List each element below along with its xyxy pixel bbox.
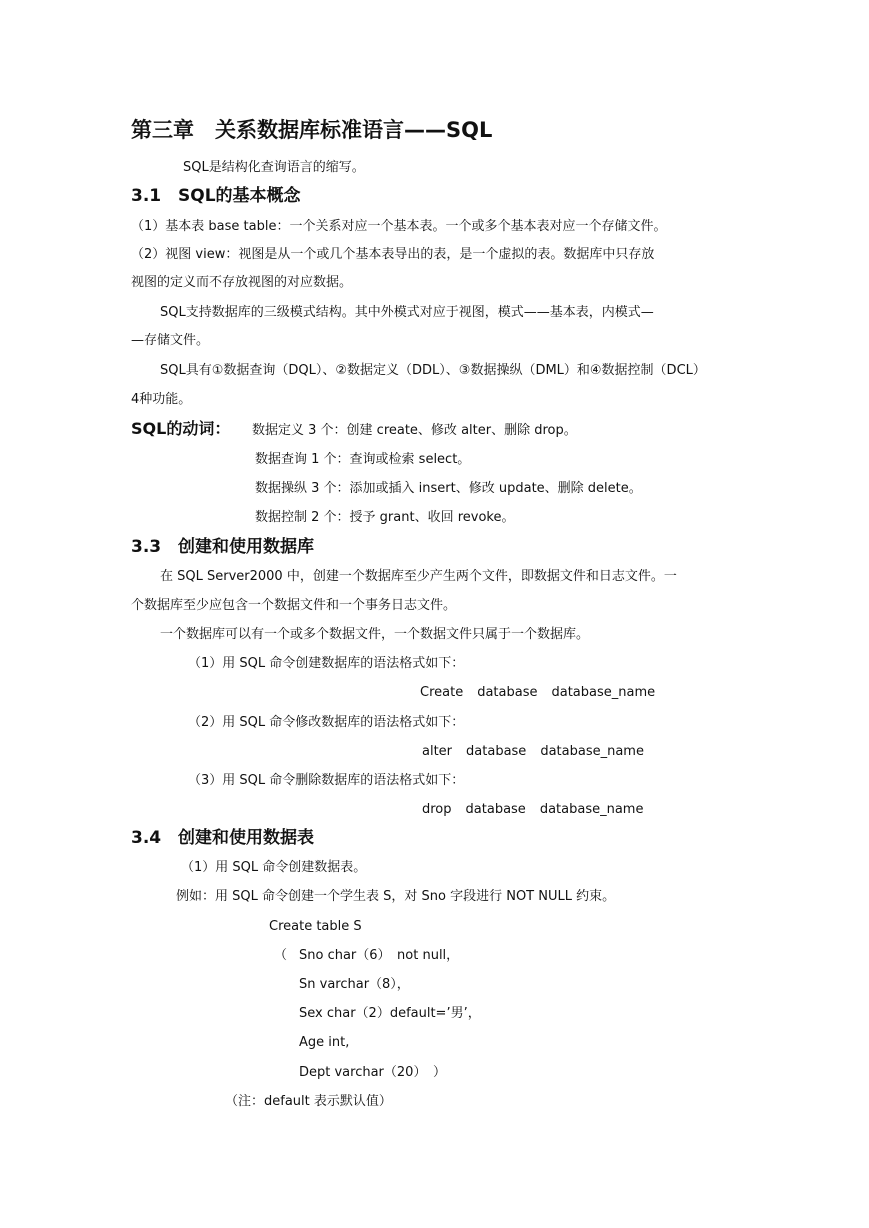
example-text: 例如：用 SQL 命令创建一个学生表 S，对 Sno 字段进行 NOT NULL 约束。 [176,889,616,904]
section-title: 创建和使用数据库 [178,537,314,557]
paragraph: （1）用 SQL 命令创建数据表。 [181,860,367,875]
paragraph: 在 SQL Server2000 中，创建一个数据库至少产生两个文件，即数据文件和日志文件。一 [160,569,677,584]
identifier: database_name [551,685,656,700]
intro-text: SQL是结构化查询语言的缩写。 [183,160,365,175]
keyword: database [466,744,527,759]
drop-db-syntax [422,801,643,819]
verb-item: 数据查询 1 个：查询或检索 select。 [255,452,471,467]
verb-item: 数据定义 3 个：创建 create、修改 alter、删除 drop。 [252,423,577,438]
paragraph: （2）视图 view：视图是从一个或几个基本表导出的表，是一个虚拟的表。数据库中只存放 [131,247,655,262]
alter-db-syntax [422,743,644,761]
code-line: Sn varchar（8）， [299,977,410,992]
create-db-syntax [420,684,655,702]
section-number: 3.1 [131,186,162,206]
verb-item: 数据控制 2 个：授予 grant、收回 revoke。 [255,510,515,525]
code-open-paren: （ [274,948,288,963]
create-db-label: （1）用 SQL 命令创建数据库的语法格式如下： [188,656,465,671]
code-line: Create table S [269,919,362,934]
keyword: drop [422,802,452,817]
paragraph: 个数据库至少应包含一个数据文件和一个事务日志文件。 [131,598,457,613]
section-title: SQL的基本概念 [178,186,301,206]
keyword: alter [422,744,453,759]
paragraph: SQL具有①数据查询（DQL）、②数据定义（DDL）、③数据操纵（DML）和④数据控制（DCL） [160,363,706,378]
section-number: 3.4 [131,828,162,848]
paragraph: —存储文件。 [131,333,210,348]
keyword: Create [420,685,464,700]
section-number: 3.3 [131,537,162,557]
alter-db-label: （2）用 SQL 命令修改数据库的语法格式如下： [188,715,465,730]
sql-verbs-label: SQL的动词： [131,419,231,438]
section-3-3-heading [131,535,314,559]
paragraph: （1）基本表 base table：一个关系对应一个基本表。一个或多个基本表对应一个存储文件。 [131,219,667,234]
identifier: database_name [539,802,644,817]
chapter-title: 第三章 关系数据库标准语言——SQL [131,118,493,142]
section-3-1-heading [131,184,301,208]
identifier: database_name [540,744,644,759]
paragraph: 4种功能。 [131,392,192,407]
code-line: Age int, [299,1035,350,1050]
section-3-4-heading [131,826,314,850]
keyword: database [477,685,538,700]
code-line: Dept varchar（20） ） [299,1065,446,1080]
drop-db-label: （3）用 SQL 命令删除数据库的语法格式如下： [188,773,465,788]
verb-item: 数据操纵 3 个：添加或插入 insert、修改 update、删除 delete。 [255,481,642,496]
paragraph: SQL支持数据库的三级模式结构。其中外模式对应于视图，模式——基本表，内模式— [160,305,654,320]
keyword: database [465,802,526,817]
section-title: 创建和使用数据表 [178,828,314,848]
code-line: Sex char（2）default=’男’， [299,1006,481,1021]
paragraph: 视图的定义而不存放视图的对应数据。 [131,275,353,290]
paragraph: 一个数据库可以有一个或多个数据文件，一个数据文件只属于一个数据库。 [160,627,590,642]
note-text: （注：default 表示默认值） [225,1094,392,1109]
code-line: Sno char（6） not null， [299,948,460,963]
